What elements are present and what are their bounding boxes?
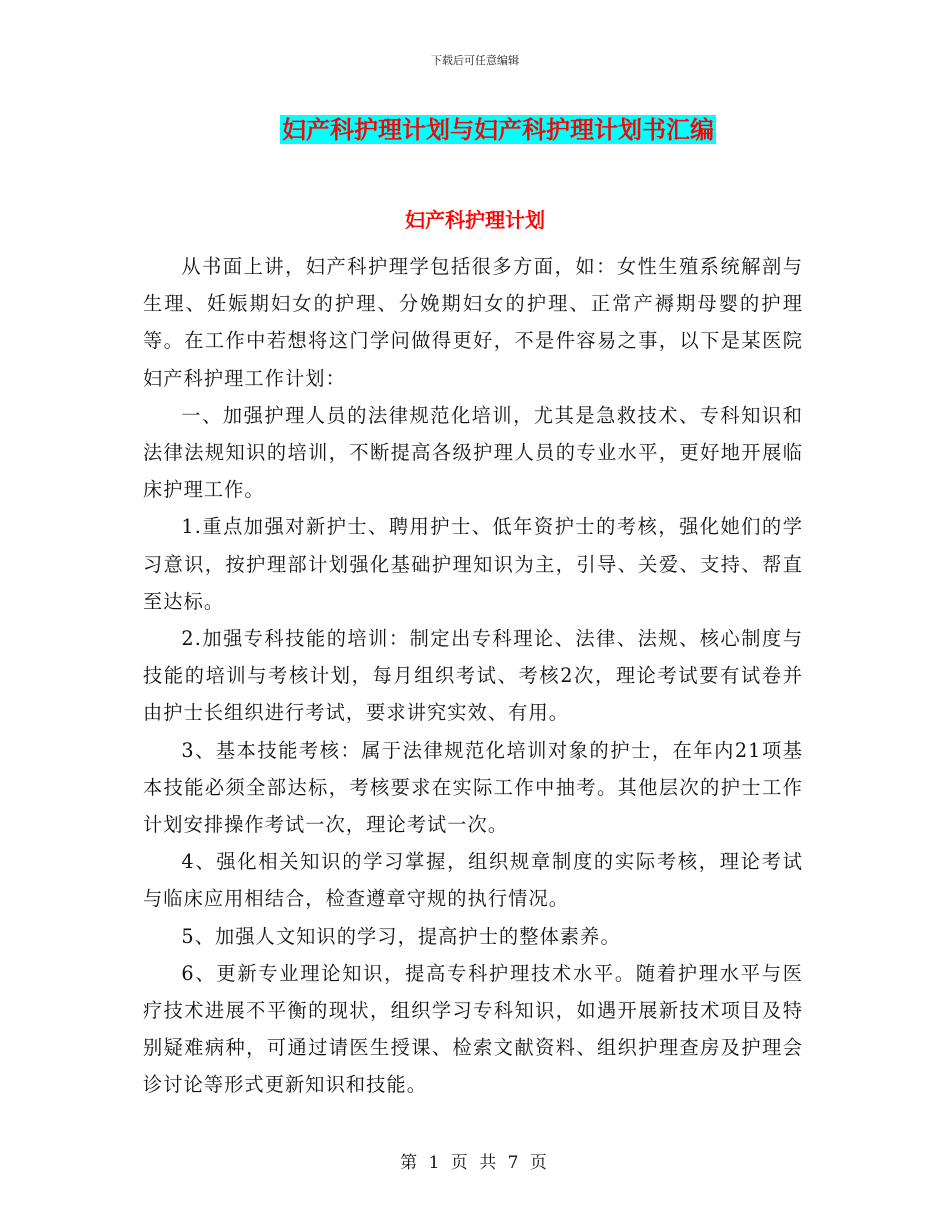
paragraph: 2.加强专科技能的培训：制定出专科理论、法律、法规、核心制度与技能的培训与考核计划，每月组织考试、考核2次，理论考试要有试卷并由护士长组织进行考试，要求讲究实效、有用。 bbox=[143, 627, 803, 725]
document-title bbox=[0, 110, 950, 145]
page-footer: 第 1 页 共 7 页 bbox=[400, 1153, 550, 1173]
paragraph: 4、强化相关知识的学习掌握，组织规章制度的实际考核，理论考试与临床应用相结合，检查遵章守规的执行情况。 bbox=[143, 850, 803, 911]
section-title: 妇产科护理计划 bbox=[405, 208, 545, 232]
paragraph: 3、基本技能考核：属于法律规范化培训对象的护士，在年内21项基本技能必须全部达标，考核要求在实际工作中抽考。其他层次的护士工作计划安排操作考试一次，理论考试一次。 bbox=[143, 738, 803, 837]
paragraph: 从书面上讲，妇产科护理学包括很多方面，如：女性生殖系统解剖与生理、妊娠期妇女的护理、分娩期妇女的护理、正常产褥期母婴的护理等。在工作中若想将这门学问做得更好，不是件容易之事，以下是某医院妇产科护理工作计划： bbox=[143, 255, 803, 390]
document-title-text: 妇产科护理计划与妇产科护理计划书汇编 bbox=[282, 115, 714, 144]
paragraph: 一、加强护理人员的法律规范化培训，尤其是急救技术、专科知识和法律法规知识的培训，不断提高各级护理人员的专业水平，更好地开展临床护理工作。 bbox=[143, 403, 803, 502]
paragraph: 5、加强人文知识的学习，提高护士的整体素养。 bbox=[181, 924, 621, 948]
document-body bbox=[143, 248, 803, 1104]
header-note: 下载后可任意编辑 bbox=[431, 54, 519, 67]
paragraph: 1.重点加强对新护士、聘用护士、低年资护士的考核，强化她们的学习意识，按护理部计划强化基础护理知识为主，引导、关爱、支持、帮直至达标。 bbox=[143, 515, 803, 613]
paragraph: 6、更新专业理论知识，提高专科护理技术水平。随着护理水平与医疗技术进展不平衡的现状，组织学习专科知识，如遇开展新技术项目及特别疑难病种，可通过请医生授课、检索文献资料、组织护理查房及护理会诊讨论等形式更新知识和技能。 bbox=[143, 961, 803, 1097]
